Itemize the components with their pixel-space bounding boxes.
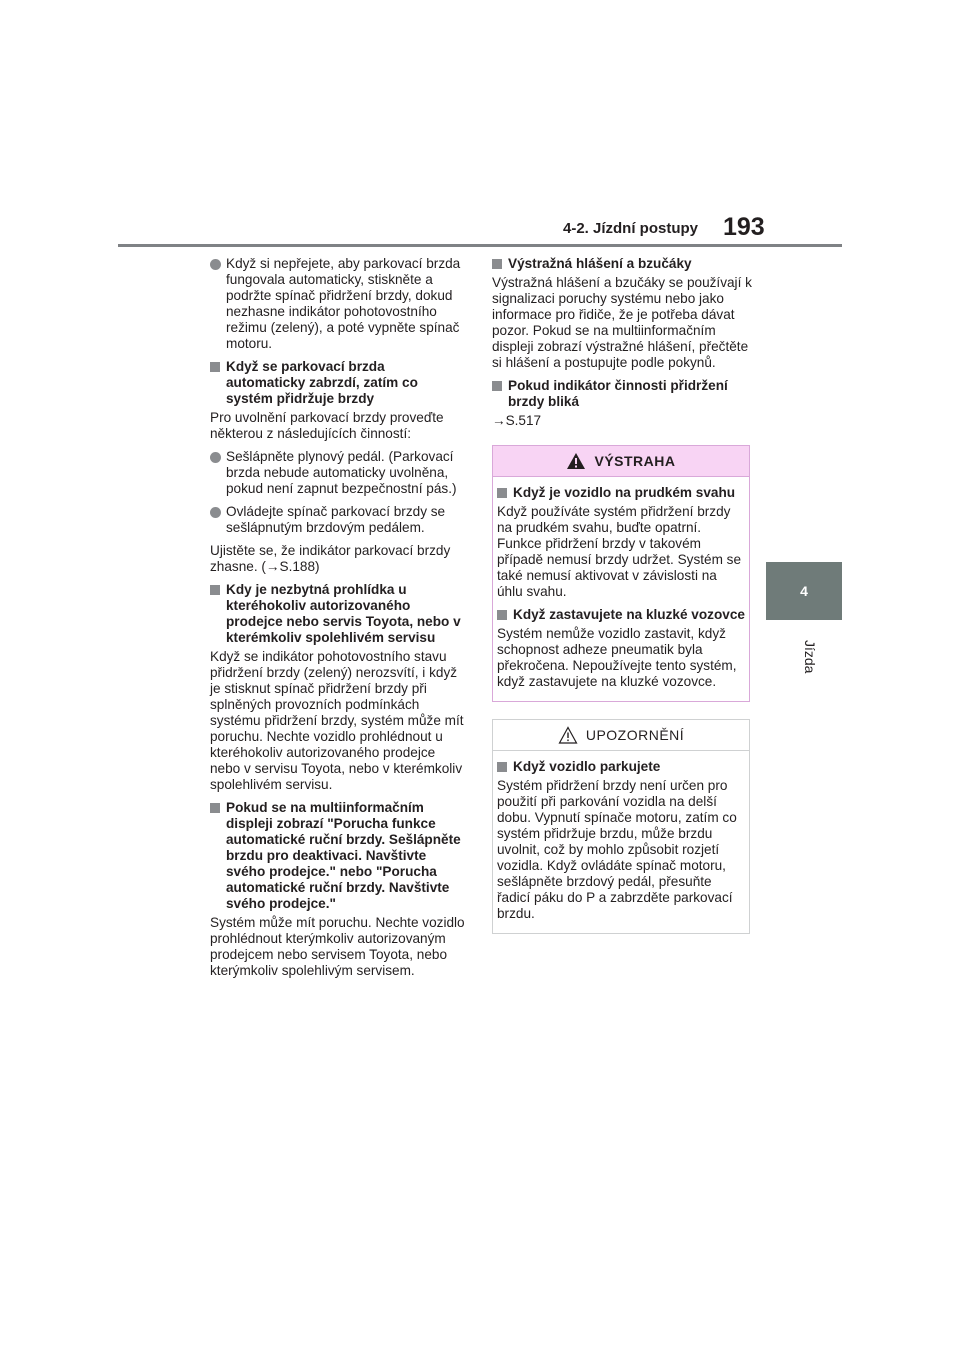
paragraph: Výstražná hlášení a bzučáky se používají k signalizaci poruchy systému nebo jako informace pro řidiče, že je potřeba dávat pozor. Pokud se na multiinformačním displeji zobrazí výstražné hlášení, přečtěte si hlášení a postupujte podle pokynů.	[492, 275, 752, 370]
square-bullet-icon	[210, 803, 220, 813]
section-heading	[497, 485, 745, 501]
square-bullet-icon	[210, 362, 220, 372]
paragraph: Když se indikátor pohotovostního stavu přidržení brzdy (zelený) nerozsvítí, i když je stisknut spínač přidržení brzdy při splněných provozních podmínkách systému přidržení brzdy, systém může mít poruchu. Nechte vozidlo prohlédnout u kteréhokoliv autorizovaného prodejce nebo v servisu Toyota, nebo v kterémkoliv spolehlivém servisu.	[210, 649, 464, 792]
circle-bullet-icon	[210, 452, 221, 463]
list-item-text: Ovládejte spínač parkovací brzdy se sešlápnutým brzdovým pedálem.	[226, 504, 446, 535]
heading-text: Když zastavujete na kluzké vozovce	[513, 607, 745, 622]
square-bullet-icon	[492, 381, 502, 391]
circle-bullet-icon	[210, 507, 221, 518]
section-heading	[497, 759, 745, 775]
warning-box-title: VÝSTRAHA	[594, 453, 676, 469]
header-rule	[118, 244, 842, 247]
heading-text: Pokud se na multiinformačním displeji zobrazí "Porucha funkce automatické ruční brzdy. Sešlápněte brzdu pro deaktivaci. Navštivte svého prodejce." nebo "Porucha automatické ruční brzdy. Navštivte svého prodejce."	[226, 800, 461, 911]
paragraph: Ujistěte se, že indikátor parkovací brzdy zhasne. (→S.188)	[210, 543, 451, 574]
list-item-text: Sešlápněte plynový pedál. (Parkovací brzda nebude automaticky uvolněna, pokud není zapnut bezpečnostní pás.)	[226, 449, 457, 496]
heading-text: Když vozidlo parkujete	[513, 759, 661, 774]
paragraph: Systém přidržení brzdy není určen pro použití při parkování vozidla na delší dobu. Vypnutí spínače motoru, zatím co systém přidržuje brzdu, může brzdu uvolnit, což by mohlo způsobit rozjetí vozidla. Když ovládáte spínač motoru, sešlápněte brzdový pedál, přesuňte řadicí páku do P a zabrzděte parkovací brzdu.	[497, 778, 737, 921]
caution-triangle-icon	[558, 726, 578, 744]
list-item	[210, 256, 465, 352]
list-item	[210, 449, 465, 497]
warning-triangle-icon	[566, 452, 586, 470]
chapter-tab: 4	[766, 562, 842, 620]
square-bullet-icon	[210, 585, 220, 595]
notice-box-title: UPOZORNĚNÍ	[585, 727, 685, 743]
heading-text: Když je vozidlo na prudkém svahu	[513, 485, 736, 500]
page-reference: →S.517	[492, 413, 542, 428]
notice-box	[492, 719, 750, 934]
list-item	[210, 504, 465, 536]
page-number: 193	[723, 213, 765, 241]
right-column	[492, 256, 754, 934]
section-heading	[497, 607, 745, 623]
paragraph: Když používáte systém přidržení brzdy na prudkém svahu, buďte opatrní. Funkce přidržení brzdy v takovém případě nemusí brzdy udržet. Systém se také nemusí aktivovat v závislosti na úhlu svahu.	[497, 504, 742, 599]
paragraph: Systém může mít poruchu. Nechte vozidlo prohlédnout kterýmkoliv autorizovaným prodejcem nebo servisem Toyota, nebo kterýmkoliv spolehlivým servisem.	[210, 915, 465, 978]
heading-text: Kdy je nezbytná prohlídka u kteréhokoliv autorizovaného prodejce nebo servis Toyota, nebo v kterémkoliv spolehlivém servisu	[226, 582, 461, 645]
section-heading	[492, 378, 754, 410]
square-bullet-icon	[497, 610, 507, 620]
header-section-title: 4-2. Jízdní postupy	[563, 220, 699, 237]
warning-box-body	[493, 477, 749, 701]
paragraph: Systém nemůže vozidlo zastavit, když schopnost adheze pneumatik byla překročena. Nepoužívejte tento systém, když zastavujete na kluzké vozovce.	[497, 626, 737, 689]
section-heading	[210, 582, 465, 646]
section-heading	[492, 256, 754, 272]
left-column	[210, 256, 465, 986]
paragraph: Pro uvolnění parkovací brzdy proveďte některou z následujících činností:	[210, 410, 444, 441]
warning-box	[492, 445, 750, 702]
square-bullet-icon	[497, 762, 507, 772]
notice-box-body	[493, 751, 749, 933]
notice-box-header	[493, 720, 749, 751]
chapter-name: Jízda	[802, 640, 818, 674]
section-heading	[210, 800, 465, 912]
square-bullet-icon	[492, 259, 502, 269]
heading-text: Když se parkovací brzda automaticky zabrzdí, zatím co systém přidržuje brzdy	[226, 359, 418, 406]
warning-box-header	[493, 446, 749, 477]
heading-text: Pokud indikátor činnosti přidržení brzdy bliká	[508, 378, 728, 409]
list-item-text: Když si nepřejete, aby parkovací brzda fungovala automaticky, stiskněte a podržte spínač přidržení brzdy, dokud nezhasne indikátor pohotovostního režimu (zelený), a poté vypněte spínač motoru.	[226, 256, 461, 351]
heading-text: Výstražná hlášení a bzučáky	[508, 256, 692, 271]
section-heading	[210, 359, 465, 407]
square-bullet-icon	[497, 488, 507, 498]
circle-bullet-icon	[210, 259, 221, 270]
